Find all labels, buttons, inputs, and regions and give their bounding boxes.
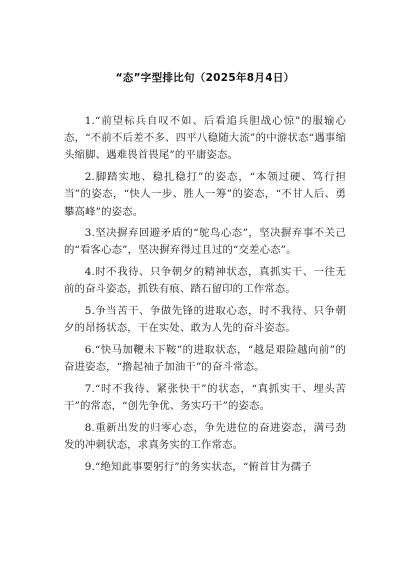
paragraph-9: 9.“绝知此事要躬行”的务实状态，“俯首甘为孺子 [84,460,312,473]
paragraph-8: 8.重新出发的归零心态，争先进位的奋进姿态，满弓劲发的冲刺状态，求真务实的工作常态。 [64,421,346,451]
paragraph-5: 5.争当苦干、争做先锋的进取心态，时不我待、只争朝夕的昂扬状态，干在实处、敢为人先的奋斗姿态。 [64,305,346,335]
paragraph-2: 2.脚踏实地、稳扎稳打”的姿态，“本领过硬、笃行担当”的姿态，“快人一步、胜人一筹”的姿态，“不甘人后、勇攀高峰”的姿态。 [64,171,346,218]
document-title: “态”字型排比句（2025年8月4日） [115,72,295,84]
paragraph-4: 4.时不我待、只争朝夕的精神状态，真抓实干、一往无前的奋斗姿态，抓铁有痕、踏石留印的工作常态。 [64,266,346,296]
paragraph-1: 1.“前望标兵自叹不如、后看追兵胆战心惊”的服输心态，“不前不后差不多、四平八稳随大流”的中游状态“遇事缩头缩脚、遇难畏首畏尾”的平庸姿态。 [64,115,346,162]
paragraph-7: 7.“时不我待、紧张快干”的状态，“真抓实干、埋头苦干”的常态，“创先争优、务实巧干”的姿态。 [64,382,346,413]
paragraph-6: 6.“快马加鞭未下鞍”的进取状态，“越是艰险越向前”的奋进姿态，“撸起袖子加油干”的奋斗常态。 [64,343,346,374]
document-body [64,113,346,476]
paragraph-3: 3.坚决摒弃回避矛盾的“鸵鸟心态”，坚决摒弃事不关己的“看客心态”，坚决摒弃得过且过的“交差心态”。 [64,227,346,257]
